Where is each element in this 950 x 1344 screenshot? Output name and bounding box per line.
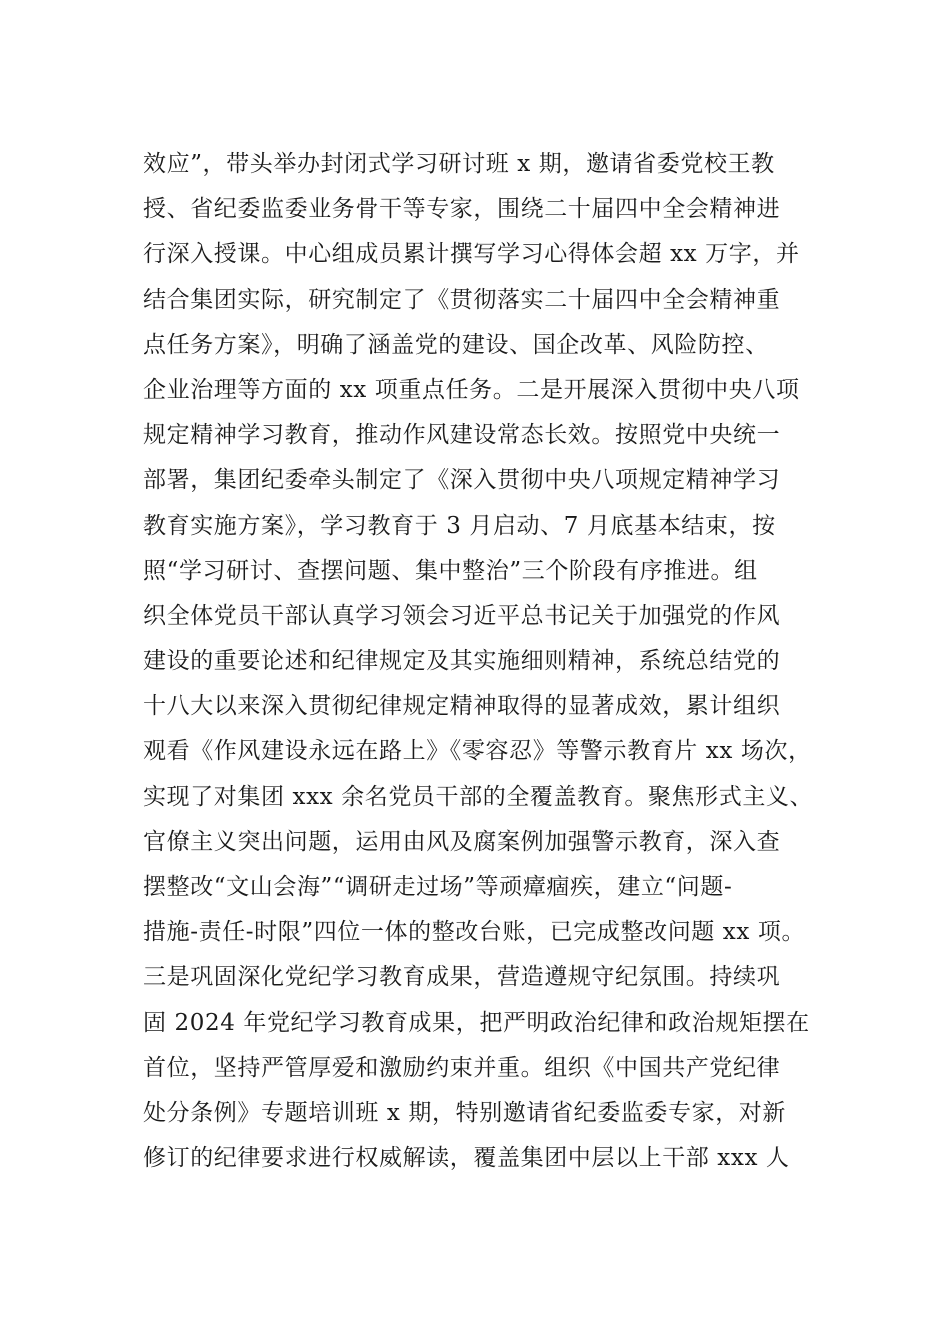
- text-line-1: 效应”，带头举办封闭式学习研讨班 x 期，邀请省委党校王教: [143, 151, 775, 177]
- text-line-23: 修订的纪律要求进行权威解读，覆盖集团中层以上干部 xxx 人: [143, 1145, 790, 1172]
- text-line-6: 企业治理等方面的 xx 项重点任务。二是开展深入贯彻中央八项: [143, 376, 800, 403]
- text-line-4: 结合集团实际，研究制定了《贯彻落实二十届四中全会精神重: [143, 286, 781, 313]
- text-line-10: 照“学习研讨、查摆问题、集中整治”三个阶段有序推进。组: [143, 557, 758, 584]
- text-line-13: 十八大以来深入贯彻纪律规定精神取得的显著成效，累计组织: [143, 693, 781, 720]
- text-line-18: 措施-责任-时限”四位一体的整改台账，已完成整改问题 xx 项。: [143, 919, 806, 946]
- text-line-7: 规定精神学习教育，推动作风建设常态长效。按照党中央统一: [143, 422, 781, 449]
- text-line-9: 教育实施方案》，学习教育于 3 月启动、7 月底基本结束，按: [143, 512, 776, 539]
- text-line-8: 部署，集团纪委牵头制定了《深入贯彻中央八项规定精神学习: [143, 467, 781, 494]
- text-line-11: 织全体党员干部认真学习领会习近平总书记关于加强党的作风: [143, 602, 781, 629]
- text-line-2: 授、省纪委监委业务骨干等专家，围绕二十届四中全会精神进: [143, 196, 781, 223]
- text-line-12: 建设的重要论述和纪律规定及其实施细则精神，系统总结党的: [143, 648, 781, 675]
- text-line-5: 点任务方案》，明确了涵盖党的建设、国企改革、风险防控、: [143, 331, 769, 358]
- text-line-17: 摆整改“文山会海”“调研走过场”等顽瘴痼疾，建立“问题-: [143, 874, 733, 900]
- text-line-16: 官僚主义突出问题，运用由风及腐案例加强警示教育，深入查: [143, 828, 781, 855]
- text-line-20: 固 2024 年党纪学习教育成果，把严明政治纪律和政治规矩摆在: [143, 1009, 810, 1036]
- text-line-14: 观看《作风建设永远在路上》《零容忍》等警示教育片 xx 场次，: [143, 738, 812, 765]
- text-line-3: 行深入授课。中心组成员累计撰写学习心得体会超 xx 万字，并: [143, 241, 800, 268]
- body-text: [143, 142, 853, 1181]
- text-line-19: 三是巩固深化党纪学习教育成果，营造遵规守纪氛围。持续巩: [143, 964, 781, 991]
- text-line-22: 处分条例》专题培训班 x 期，特别邀请省纪委监委专家，对新: [143, 1099, 786, 1126]
- text-line-21: 首位，坚持严管厚爱和激励约束并重。组织《中国共产党纪律: [143, 1054, 781, 1081]
- text-line-15: 实现了对集团 xxx 余名党员干部的全覆盖教育。聚焦形式主义、: [143, 783, 814, 810]
